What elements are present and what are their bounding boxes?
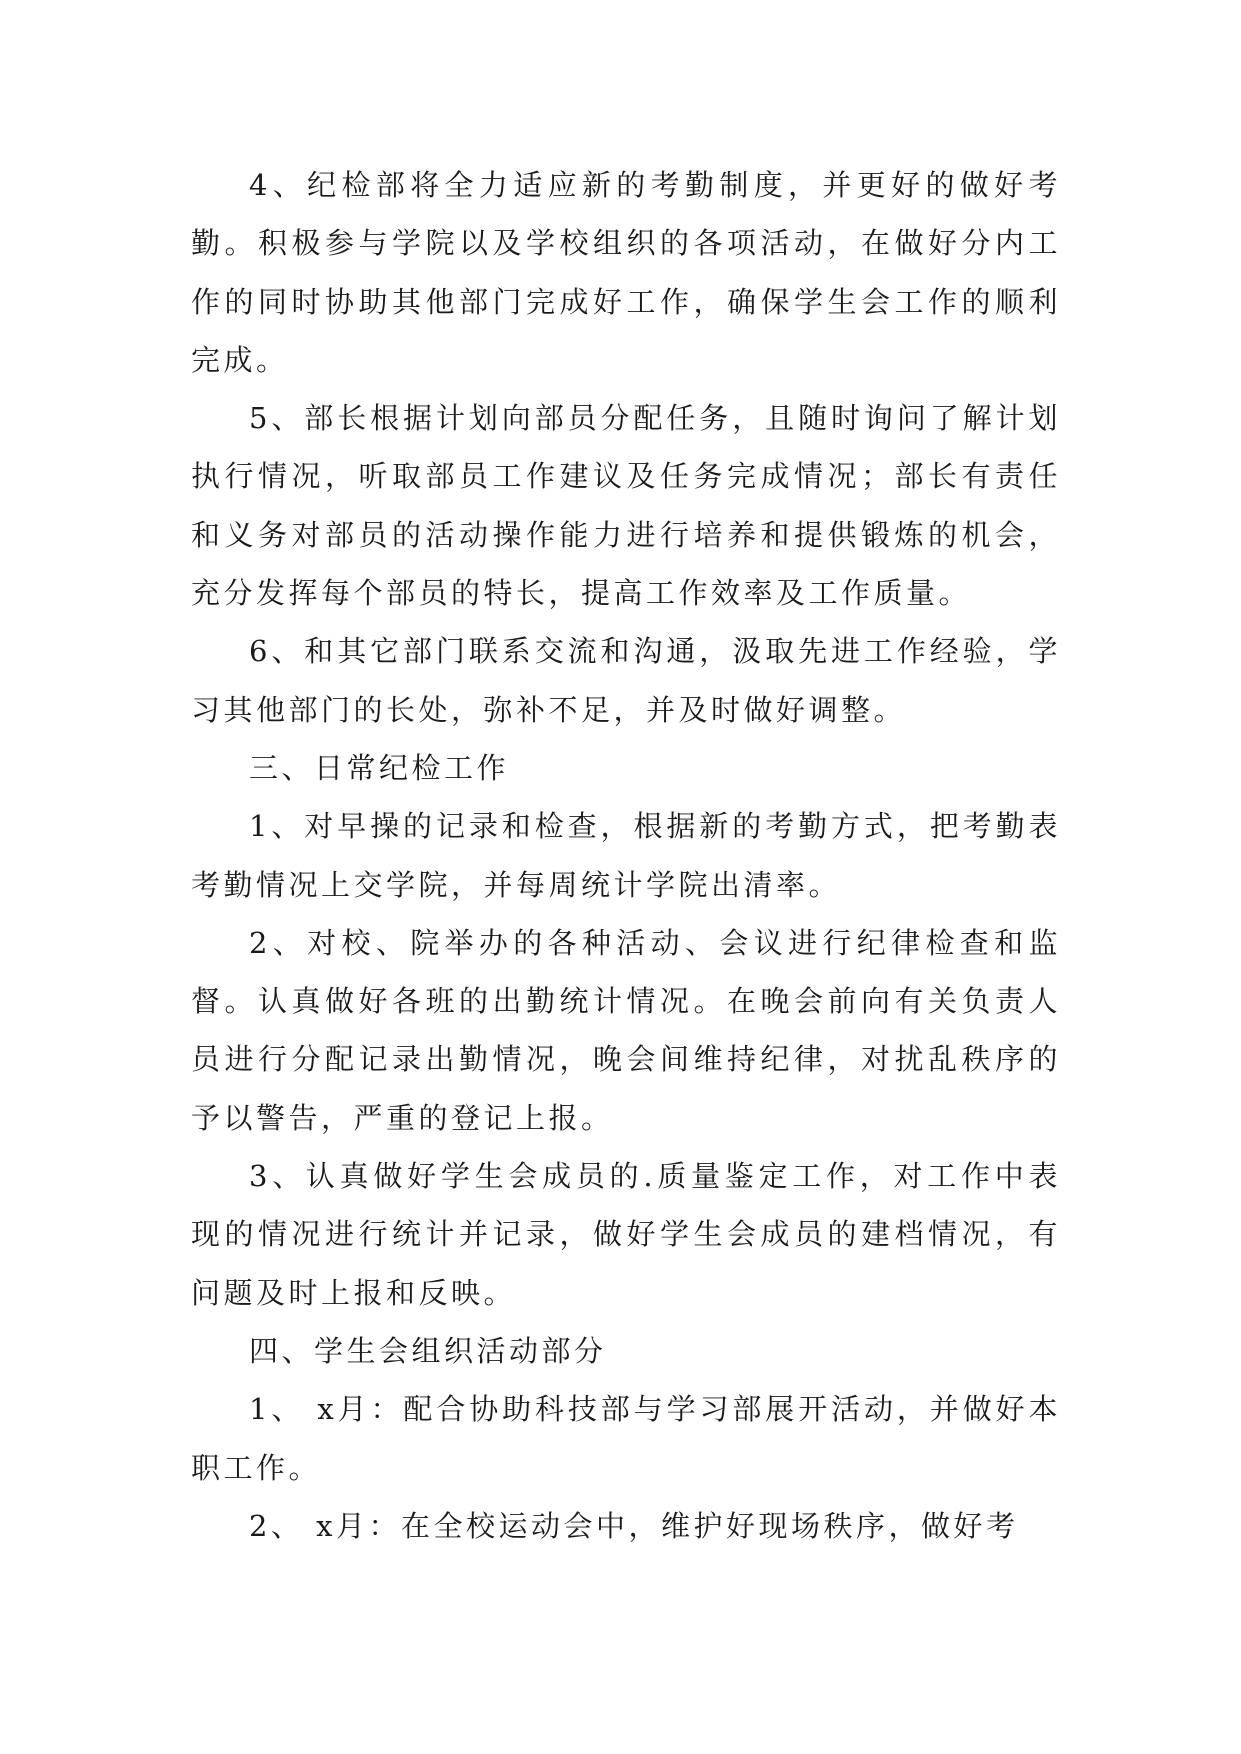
paragraph-activity-1: 1、 x月：配合协助科技部与学习部展开活动，并做好本职工作。: [191, 1392, 1061, 1485]
paragraph-daily-1: 1、对早操的记录和检查，根据新的考勤方式，把考勤表考勤情况上交学院，并每周统计学院出清率。: [191, 809, 1061, 902]
section-heading-activities: 四、学生会组织活动部分: [249, 1333, 607, 1368]
paragraph-daily-3: 3、认真做好学生会成员的.质量鉴定工作，对工作中表现的情况进行统计并记录，做好学生会成员的建档情况，有问题及时上报和反映。: [191, 1159, 1061, 1310]
paragraph-item-4: 4、纪检部将全力适应新的考勤制度，并更好的做好考勤。积极参与学院以及学校组织的各项活动，在做好分内工作的同时协助其他部门完成好工作，确保学生会工作的顺利完成。: [191, 168, 1061, 377]
section-heading-daily-inspection: 三、日常纪检工作: [249, 750, 510, 785]
paragraph-daily-2: 2、对校、院举办的各种活动、会议进行纪律检查和监督。认真做好各班的出勤统计情况。在晚会前向有关负责人员进行分配记录出勤情况，晚会间维持纪律，对扰乱秩序的予以警告，严重的登记上报。: [191, 925, 1061, 1135]
paragraph-item-5: 5、部长根据计划向部员分配任务，且随时询问了解计划执行情况，听取部员工作建议及任务完成情况；部长有责任和义务对部员的活动操作能力进行培养和提供锻炼的机会，充分发挥每个部员的特长，提高工作效率及工作质量。: [191, 401, 1061, 611]
document-page: [191, 156, 1061, 1555]
paragraph-activity-2: 2、 x月：在全校运动会中，维护好现场秩序，做好考: [249, 1508, 1019, 1543]
paragraph-item-6: 6、和其它部门联系交流和沟通，汲取先进工作经验，学习其他部门的长处，弥补不足，并及时做好调整。: [191, 634, 1061, 727]
